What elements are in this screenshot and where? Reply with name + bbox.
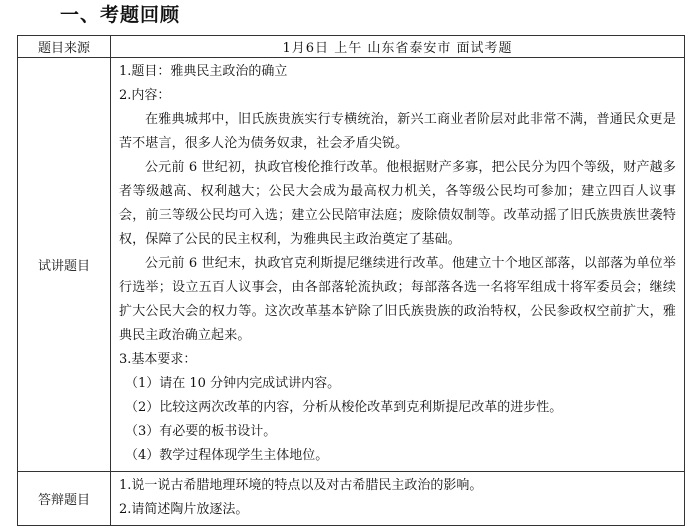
requirement-item-3: （3）有必要的板书设计。 [125, 424, 277, 439]
lecture-content [111, 58, 685, 472]
section-heading: 一、考题回顾 [60, 4, 181, 26]
source-row [18, 36, 685, 58]
content-title: 2.内容： [119, 88, 171, 103]
topic-line: 1.题目：雅典民主政治的确立 [119, 64, 288, 79]
content-paragraph-3: 公元前 6 世纪末，执政官克利斯提尼继续进行改革。他建立十个地区部落，以部落为单位举行选举；设立五百人议事会，由各部落轮流执政；每部落各选一名将军组成十将军委员会；继续扩大公民大会的权力等。这次改革基本铲除了旧氏族贵族的政治特权，公民参政权空前扩大，雅典民主政治确立起来。 [119, 256, 676, 343]
source-label: 题目来源 [18, 36, 111, 58]
lecture-label: 试讲题目 [18, 58, 111, 472]
requirement-item-4: （4）教学过程体现学生主体地位。 [125, 448, 329, 463]
answer-content [111, 472, 685, 526]
requirements-title: 3.基本要求： [119, 352, 197, 367]
answer-item-2: 2.请简述陶片放逐法。 [119, 502, 249, 517]
answer-label: 答辩题目 [18, 472, 111, 526]
content-paragraph-2: 公元前 6 世纪初，执政官梭伦推行改革。他根据财产多寡，把公民分为四个等级，财产越多者等级越高、权利越大；公民大会成为最高权力机关，各等级公民均可参加；建立四百人议事会，前三等级公民均可入选；建立公民陪审法庭；废除债奴制等。改革动摇了旧氏族贵族世袭特权，保障了公民的民主权利，为雅典民主政治奠定了基础。 [119, 160, 676, 247]
lecture-row [18, 58, 685, 472]
requirement-item-2: （2）比较这两次改革的内容，分析从梭伦改革到克利斯提尼改革的进步性。 [125, 400, 563, 415]
exam-table [17, 35, 685, 526]
answer-row [18, 472, 685, 526]
requirement-item-1: （1）请在 10 分钟内完成试讲内容。 [125, 376, 341, 391]
answer-item-1: 1.说一说古希腊地理环境的特点以及对古希腊民主政治的影响。 [119, 478, 483, 493]
source-value: 1月6日 上午 山东省泰安市 面试考题 [111, 36, 685, 58]
content-paragraph-1: 在雅典城邦中，旧氏族贵族实行专横统治，新兴工商业者阶层对此非常不满，普通民众更是苦不堪言，很多人沦为债务奴隶，社会矛盾尖锐。 [119, 112, 676, 151]
